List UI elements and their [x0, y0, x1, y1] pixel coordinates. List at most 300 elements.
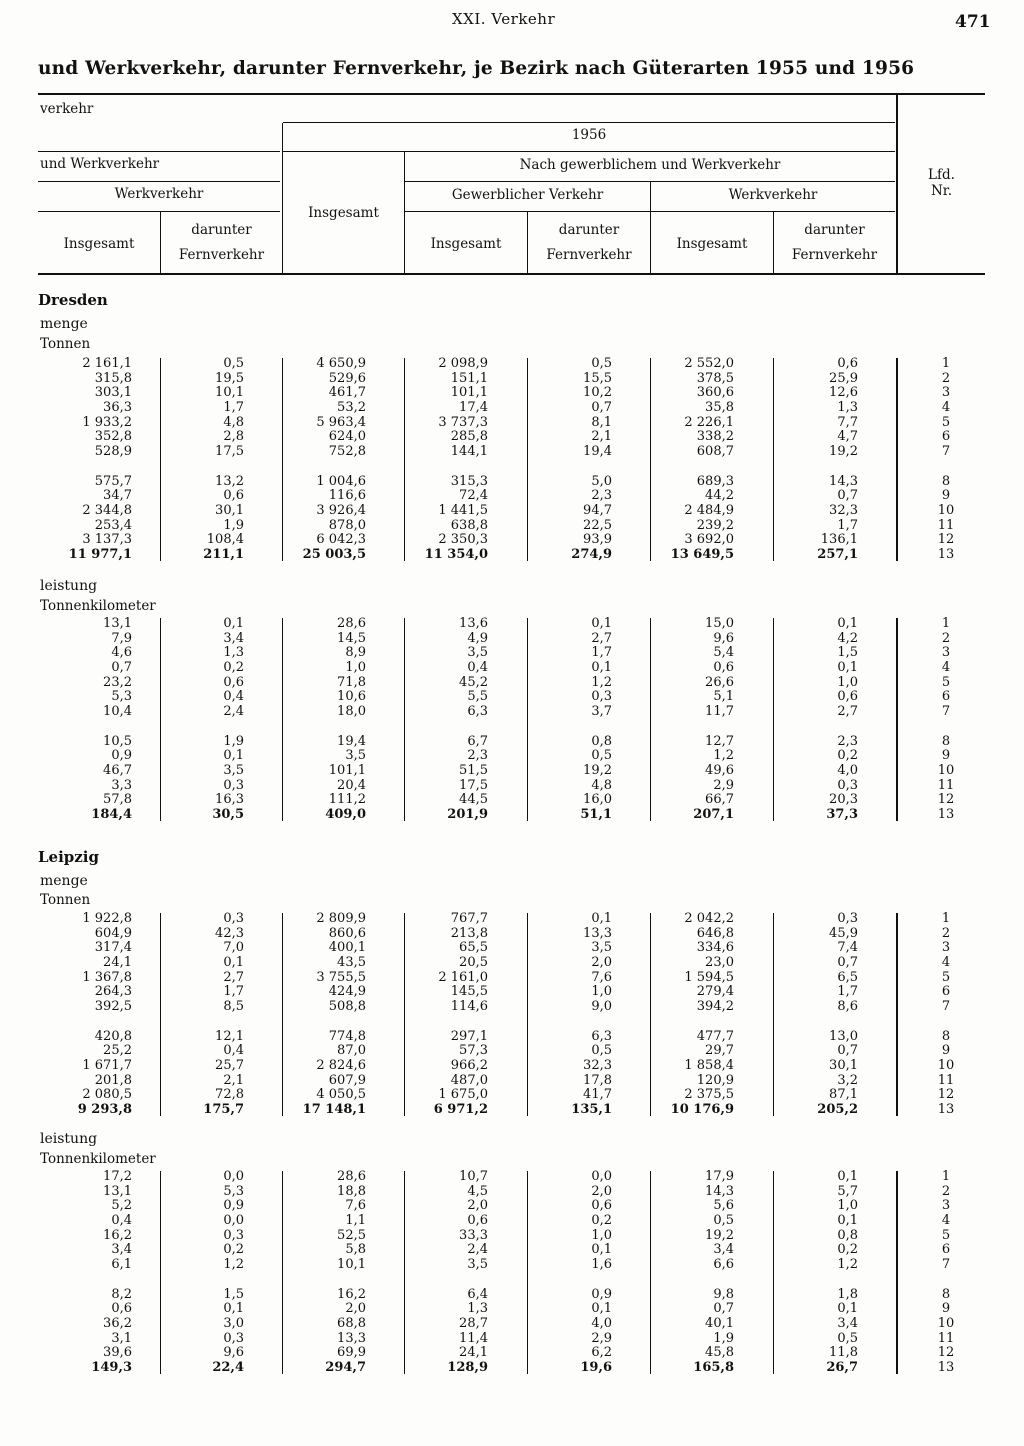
table-cell: 1,3 [223, 645, 244, 661]
row-gap [693, 720, 734, 735]
table-cell: 10,4 [103, 704, 132, 720]
table-cell: 175,7 [203, 1101, 244, 1117]
column-separator [160, 618, 161, 821]
table-cell: 201,9 [447, 806, 488, 822]
table-title: und Werkverkehr, darunter Fernverkehr, je Bezirk nach Güterarten 1955 und 1956 [38, 58, 915, 79]
table-cell: 145,5 [450, 984, 488, 1000]
label-menge-leipzig: menge [40, 873, 88, 889]
row-gap [925, 460, 967, 475]
table-cell: 0,1 [591, 616, 612, 631]
row-number: 3 [941, 385, 951, 401]
table-cell: 0,1 [223, 955, 244, 971]
row-number: 10 [937, 762, 955, 778]
column-lfd-nr [925, 617, 967, 823]
table-cell: 352,8 [94, 429, 132, 445]
table-cell: 2 824,6 [316, 1057, 366, 1073]
table-cell: 2 161,0 [438, 969, 488, 985]
table-cell: 9,6 [223, 1345, 244, 1361]
table-cell: 2 226,1 [684, 414, 734, 430]
table-cell: 0,6 [223, 674, 244, 690]
table-cell: 1,7 [223, 984, 244, 1000]
header-fernverkehr-b: Fernverkehr [546, 247, 632, 263]
table-cell: 279,4 [696, 984, 734, 1000]
column-werk-fernverkehr [212, 617, 244, 823]
table-cell: 3,5 [345, 748, 366, 764]
table-cell: 315,8 [94, 370, 132, 386]
table-cell: 1 933,2 [82, 414, 132, 430]
table-cell: 5,0 [591, 473, 612, 489]
table-cell: 604,9 [94, 925, 132, 941]
table-cell: 211,1 [203, 546, 244, 562]
table-cell: 1 441,5 [438, 502, 488, 518]
column-werk1956-fernverkehr [826, 1170, 858, 1376]
column-separator [773, 913, 774, 1116]
table-cell: 3,5 [591, 940, 612, 956]
column-separator [404, 618, 405, 821]
table-cell: 19,4 [583, 444, 612, 460]
row-number: 1 [941, 616, 951, 631]
table-cell: 4,0 [837, 762, 858, 778]
table-cell: 297,1 [450, 1028, 488, 1044]
table-cell: 17,2 [103, 1169, 132, 1184]
row-number: 9 [941, 1301, 951, 1317]
table-cell: 1,7 [837, 984, 858, 1000]
table-cell: 25 003,5 [302, 546, 366, 562]
label-tkm-dresden: Tonnenkilometer [40, 598, 156, 614]
column-werk-fernverkehr [203, 912, 244, 1118]
table-cell: 44,2 [705, 488, 734, 504]
row-number: 11 [937, 517, 955, 533]
table-cell: 33,3 [459, 1227, 488, 1243]
table-cell: 3 137,3 [82, 532, 132, 548]
table-cell: 8,9 [345, 645, 366, 661]
table-cell: 0,1 [591, 1242, 612, 1258]
table-cell: 508,8 [328, 999, 366, 1015]
label-leistung-dresden: leistung [40, 578, 98, 594]
table-cell: 1 671,7 [82, 1057, 132, 1073]
row-gap [303, 1015, 366, 1030]
table-cell: 52,5 [337, 1227, 366, 1243]
column-werk-fernverkehr [212, 1170, 244, 1376]
table-cell: 144,1 [450, 444, 488, 460]
column-gewerblich-insgesamt [425, 357, 488, 563]
table-cell: 1,3 [467, 1301, 488, 1317]
column-werk-insgesamt [91, 617, 132, 823]
row-gap [571, 460, 612, 475]
table-cell: 12,7 [705, 733, 734, 749]
table-cell: 0,8 [837, 1227, 858, 1243]
table-cell: 13,0 [829, 1028, 858, 1044]
column-gewerblich-insgesamt [447, 1170, 488, 1376]
table-cell: 6,2 [591, 1345, 612, 1361]
column-separator [650, 913, 651, 1116]
table-cell: 0,6 [467, 1213, 488, 1229]
running-head: XXI. Verkehr [452, 10, 556, 28]
row-number: 2 [941, 1183, 951, 1199]
table-cell: 53,2 [337, 400, 366, 416]
table-cell: 14,5 [337, 630, 366, 646]
header-darunter-a: darunter [191, 222, 252, 238]
row-number: 2 [941, 925, 951, 941]
table-cell: 9,6 [713, 630, 734, 646]
table-cell: 12,6 [829, 385, 858, 401]
header-fernverkehr-c: Fernverkehr [791, 247, 878, 263]
table-cell: 1,0 [837, 1198, 858, 1214]
table-cell: 37,3 [826, 806, 858, 822]
table-cell: 8,2 [111, 1286, 132, 1302]
lfd-separator [896, 1171, 898, 1374]
table-cell: 24,1 [103, 955, 132, 971]
table-cell: 0,1 [591, 1301, 612, 1317]
table-cell: 0,9 [223, 1198, 244, 1214]
column-gewerblich-fernverkehr [580, 1170, 612, 1376]
row-gap [425, 460, 488, 475]
header-insgesamt-a: Insgesamt [63, 236, 135, 252]
table-cell: 201,8 [94, 1072, 132, 1088]
table-cell: 10,2 [583, 385, 612, 401]
table-cell: 18,0 [337, 704, 366, 720]
table-cell: 2,9 [713, 777, 734, 793]
table-cell: 2,7 [591, 630, 612, 646]
table-cell: 360,6 [696, 385, 734, 401]
table-cell: 87,0 [337, 1043, 366, 1059]
row-gap [447, 1273, 488, 1288]
table-cell: 3,5 [467, 645, 488, 661]
rule-top [38, 93, 985, 95]
column-separator [650, 618, 651, 821]
table-cell: 7,7 [837, 414, 858, 430]
table-cell: 1,9 [223, 517, 244, 533]
table-cell: 1,0 [591, 1227, 612, 1243]
row-number: 9 [941, 1043, 951, 1059]
table-cell: 11,8 [829, 1345, 858, 1361]
table-cell: 22,5 [583, 517, 612, 533]
table-cell: 3,2 [837, 1072, 858, 1088]
table-cell: 0,3 [837, 777, 858, 793]
row-gap [69, 460, 132, 475]
table-cell: 207,1 [693, 806, 734, 822]
table-cell: 2 484,9 [684, 502, 734, 518]
table-cell: 101,1 [450, 385, 488, 401]
column-insgesamt-1956 [325, 617, 366, 823]
table-cell: 87,1 [829, 1087, 858, 1103]
table-cell: 111,2 [328, 792, 366, 808]
section-title-leipzig: Leipzig [38, 848, 99, 866]
table-cell: 39,6 [103, 1345, 132, 1361]
column-gewerblich-insgesamt [434, 912, 488, 1118]
column-separator [282, 913, 283, 1116]
row-gap [91, 720, 132, 735]
table-cell: 0,4 [223, 689, 244, 705]
row-number: 10 [937, 502, 955, 518]
table-cell: 1,9 [223, 733, 244, 749]
table-cell: 3 737,3 [438, 414, 488, 430]
table-cell: 45,8 [705, 1345, 734, 1361]
row-number: 3 [941, 1198, 951, 1214]
table-cell: 136,1 [820, 532, 858, 548]
column-separator [404, 1171, 405, 1374]
table-cell: 19,4 [337, 733, 366, 749]
row-number: 7 [941, 704, 951, 720]
table-cell: 3,5 [223, 762, 244, 778]
row-gap [817, 460, 858, 475]
table-cell: 0,4 [223, 1043, 244, 1059]
row-number: 9 [941, 488, 951, 504]
table-cell: 22,4 [212, 1359, 244, 1375]
table-cell: 5,4 [713, 645, 734, 661]
column-werk1956-fernverkehr [817, 357, 858, 563]
column-separator [527, 358, 528, 561]
table-cell: 878,0 [328, 517, 366, 533]
table-cell: 1 858,4 [684, 1057, 734, 1073]
table-cell: 5,3 [223, 1183, 244, 1199]
table-cell: 2 375,5 [684, 1087, 734, 1103]
table-cell: 4,9 [467, 630, 488, 646]
table-cell: 13,1 [103, 1183, 132, 1199]
table-cell: 378,5 [696, 370, 734, 386]
table-cell: 285,8 [450, 429, 488, 445]
row-gap [203, 1015, 244, 1030]
table-cell: 1,0 [591, 984, 612, 1000]
row-number: 3 [941, 940, 951, 956]
table-cell: 16,3 [215, 792, 244, 808]
column-insgesamt-1956 [303, 357, 366, 563]
column-werk1956-insgesamt [671, 357, 734, 563]
table-cell: 65,5 [459, 940, 488, 956]
table-cell: 0,7 [591, 400, 612, 416]
table-cell: 57,3 [459, 1043, 488, 1059]
row-number: 3 [941, 645, 951, 661]
table-cell: 0,6 [111, 1301, 132, 1317]
column-insgesamt-1956 [303, 912, 366, 1118]
header-lfd: Lfd. [928, 167, 955, 183]
lfd-separator [896, 618, 898, 821]
table-cell: 6,3 [591, 1028, 612, 1044]
table-cell: 575,7 [94, 473, 132, 489]
table-cell: 49,6 [705, 762, 734, 778]
table-cell: 2,9 [591, 1330, 612, 1346]
table-cell: 0,7 [837, 488, 858, 504]
table-cell: 17 148,1 [302, 1101, 366, 1117]
table-cell: 184,4 [91, 806, 132, 822]
table-cell: 6,5 [837, 969, 858, 985]
header-insgesamt-c: Insgesamt [676, 236, 748, 252]
table-cell: 1,7 [837, 517, 858, 533]
table-cell: 1,1 [345, 1213, 366, 1229]
row-number: 13 [937, 1359, 955, 1375]
row-number: 11 [937, 777, 955, 793]
table-cell: 0,1 [223, 748, 244, 764]
table-cell: 4,8 [223, 414, 244, 430]
table-cell: 0,3 [591, 689, 612, 705]
row-number: 8 [941, 1286, 951, 1302]
column-gewerblich-fernverkehr [571, 912, 612, 1118]
table-cell: 3,4 [223, 630, 244, 646]
table-cell: 0,3 [223, 1330, 244, 1346]
table-cell: 2,4 [223, 704, 244, 720]
table-cell: 8,5 [223, 999, 244, 1015]
table-cell: 3 692,0 [684, 532, 734, 548]
table-cell: 0,8 [591, 733, 612, 749]
table-cell: 2 161,1 [82, 356, 132, 371]
table-cell: 9,0 [591, 999, 612, 1015]
table-cell: 10,1 [215, 385, 244, 401]
table-cell: 0,1 [837, 1301, 858, 1317]
rule-header-bottom [38, 273, 985, 275]
table-cell: 0,1 [837, 1213, 858, 1229]
table-cell: 13,6 [459, 616, 488, 631]
table-cell: 26,6 [705, 674, 734, 690]
label-menge-dresden: menge [40, 316, 88, 332]
table-cell: 69,9 [337, 1345, 366, 1361]
row-gap [203, 460, 244, 475]
row-number: 4 [941, 955, 951, 971]
table-cell: 114,6 [450, 999, 488, 1015]
table-cell: 20,5 [459, 955, 488, 971]
page-number: 471 [955, 12, 991, 32]
table-cell: 607,9 [328, 1072, 366, 1088]
table-cell: 35,8 [705, 400, 734, 416]
table-cell: 7,6 [345, 1198, 366, 1214]
table-cell: 51,1 [580, 806, 612, 822]
column-separator [160, 1171, 161, 1374]
table-cell: 7,6 [591, 969, 612, 985]
table-cell: 6,3 [467, 704, 488, 720]
table-cell: 767,7 [450, 911, 488, 926]
table-cell: 1,7 [223, 400, 244, 416]
table-cell: 45,2 [459, 674, 488, 690]
table-cell: 93,9 [583, 532, 612, 548]
table-cell: 11 977,1 [68, 546, 132, 562]
column-separator [160, 358, 161, 561]
table-cell: 26,7 [826, 1359, 858, 1375]
table-cell: 25,2 [103, 1043, 132, 1059]
table-cell: 20,3 [829, 792, 858, 808]
table-cell: 0,2 [837, 748, 858, 764]
table-cell: 3,7 [591, 704, 612, 720]
table-cell: 94,7 [583, 502, 612, 518]
table-cell: 8,1 [591, 414, 612, 430]
table-cell: 294,7 [325, 1359, 366, 1375]
table-cell: 13 649,5 [670, 546, 734, 562]
header-darunter-c: darunter [804, 222, 865, 238]
table-cell: 13,3 [583, 925, 612, 941]
table-cell: 25,9 [829, 370, 858, 386]
table-cell: 10,1 [337, 1257, 366, 1273]
table-cell: 17,8 [583, 1072, 612, 1088]
table-cell: 0,4 [467, 660, 488, 676]
table-cell: 4 050,5 [316, 1087, 366, 1103]
row-gap [447, 720, 488, 735]
table-cell: 0,7 [713, 1301, 734, 1317]
row-number: 12 [937, 1345, 955, 1361]
header-darunter-b: darunter [558, 222, 620, 238]
table-cell: 28,7 [459, 1315, 488, 1331]
table-cell: 19,2 [705, 1227, 734, 1243]
row-number: 5 [941, 414, 951, 430]
table-cell: 646,8 [696, 925, 734, 941]
table-cell: 477,7 [696, 1028, 734, 1044]
table-cell: 1,5 [837, 645, 858, 661]
header-fernverkehr-a: Fernverkehr [178, 247, 265, 263]
column-separator [650, 1171, 651, 1374]
table-cell: 20,4 [337, 777, 366, 793]
table-cell: 1,3 [837, 400, 858, 416]
table-cell: 108,4 [206, 532, 244, 548]
table-cell: 0,1 [591, 660, 612, 676]
table-cell: 9 293,8 [77, 1101, 132, 1117]
column-werk1956-insgesamt [671, 912, 734, 1118]
row-number: 5 [941, 1227, 951, 1243]
table-cell: 6 971,2 [433, 1101, 488, 1117]
table-cell: 0,6 [223, 488, 244, 504]
table-cell: 5,6 [713, 1198, 734, 1214]
table-cell: 14,3 [705, 1183, 734, 1199]
column-lfd-nr [925, 912, 967, 1118]
table-cell: 43,5 [337, 955, 366, 971]
table-cell: 0,5 [591, 1043, 612, 1059]
column-separator [527, 913, 528, 1116]
column-werk-fernverkehr [203, 357, 244, 563]
table-cell: 2,3 [591, 488, 612, 504]
row-number: 2 [941, 370, 951, 386]
row-number: 8 [941, 733, 951, 749]
table-cell: 529,6 [328, 370, 366, 386]
table-cell: 4 650,9 [316, 356, 366, 371]
table-cell: 3 755,5 [316, 969, 366, 985]
table-cell: 0,7 [111, 660, 132, 676]
table-cell: 5,2 [111, 1198, 132, 1214]
row-gap [212, 720, 244, 735]
table-cell: 10 176,9 [670, 1101, 734, 1117]
table-cell: 0,2 [837, 1242, 858, 1258]
table-cell: 5 963,4 [316, 414, 366, 430]
table-cell: 68,8 [337, 1315, 366, 1331]
table-cell: 409,0 [325, 806, 366, 822]
table-cell: 16,0 [583, 792, 612, 808]
table-cell: 0,6 [713, 660, 734, 676]
column-gewerblich-fernverkehr [571, 357, 612, 563]
table-cell: 16,2 [337, 1286, 366, 1302]
table-cell: 0,9 [111, 748, 132, 764]
table-cell: 2 042,2 [684, 911, 734, 926]
table-cell: 36,2 [103, 1315, 132, 1331]
column-werk1956-insgesamt [693, 617, 734, 823]
table-cell: 7,0 [223, 940, 244, 956]
header-verkehr: verkehr [40, 101, 94, 117]
table-cell: 17,5 [459, 777, 488, 793]
table-cell: 45,9 [829, 925, 858, 941]
table-cell: 0,5 [223, 356, 244, 371]
table-cell: 16,2 [103, 1227, 132, 1243]
table-cell: 149,3 [91, 1359, 132, 1375]
row-number: 6 [941, 984, 951, 1000]
table-cell: 1 004,6 [316, 473, 366, 489]
table-cell: 6,4 [467, 1286, 488, 1302]
table-cell: 41,7 [583, 1087, 612, 1103]
row-gap [826, 720, 858, 735]
table-cell: 0,6 [837, 356, 858, 371]
table-cell: 0,0 [223, 1169, 244, 1184]
table-cell: 638,8 [450, 517, 488, 533]
row-gap [325, 720, 366, 735]
column-lfd-nr [925, 357, 967, 563]
table-cell: 13,2 [215, 473, 244, 489]
table-cell: 30,1 [829, 1057, 858, 1073]
table-cell: 2,0 [591, 1183, 612, 1199]
header-werkverkehr-right: Werkverkehr [728, 187, 818, 203]
table-cell: 205,2 [817, 1101, 858, 1117]
